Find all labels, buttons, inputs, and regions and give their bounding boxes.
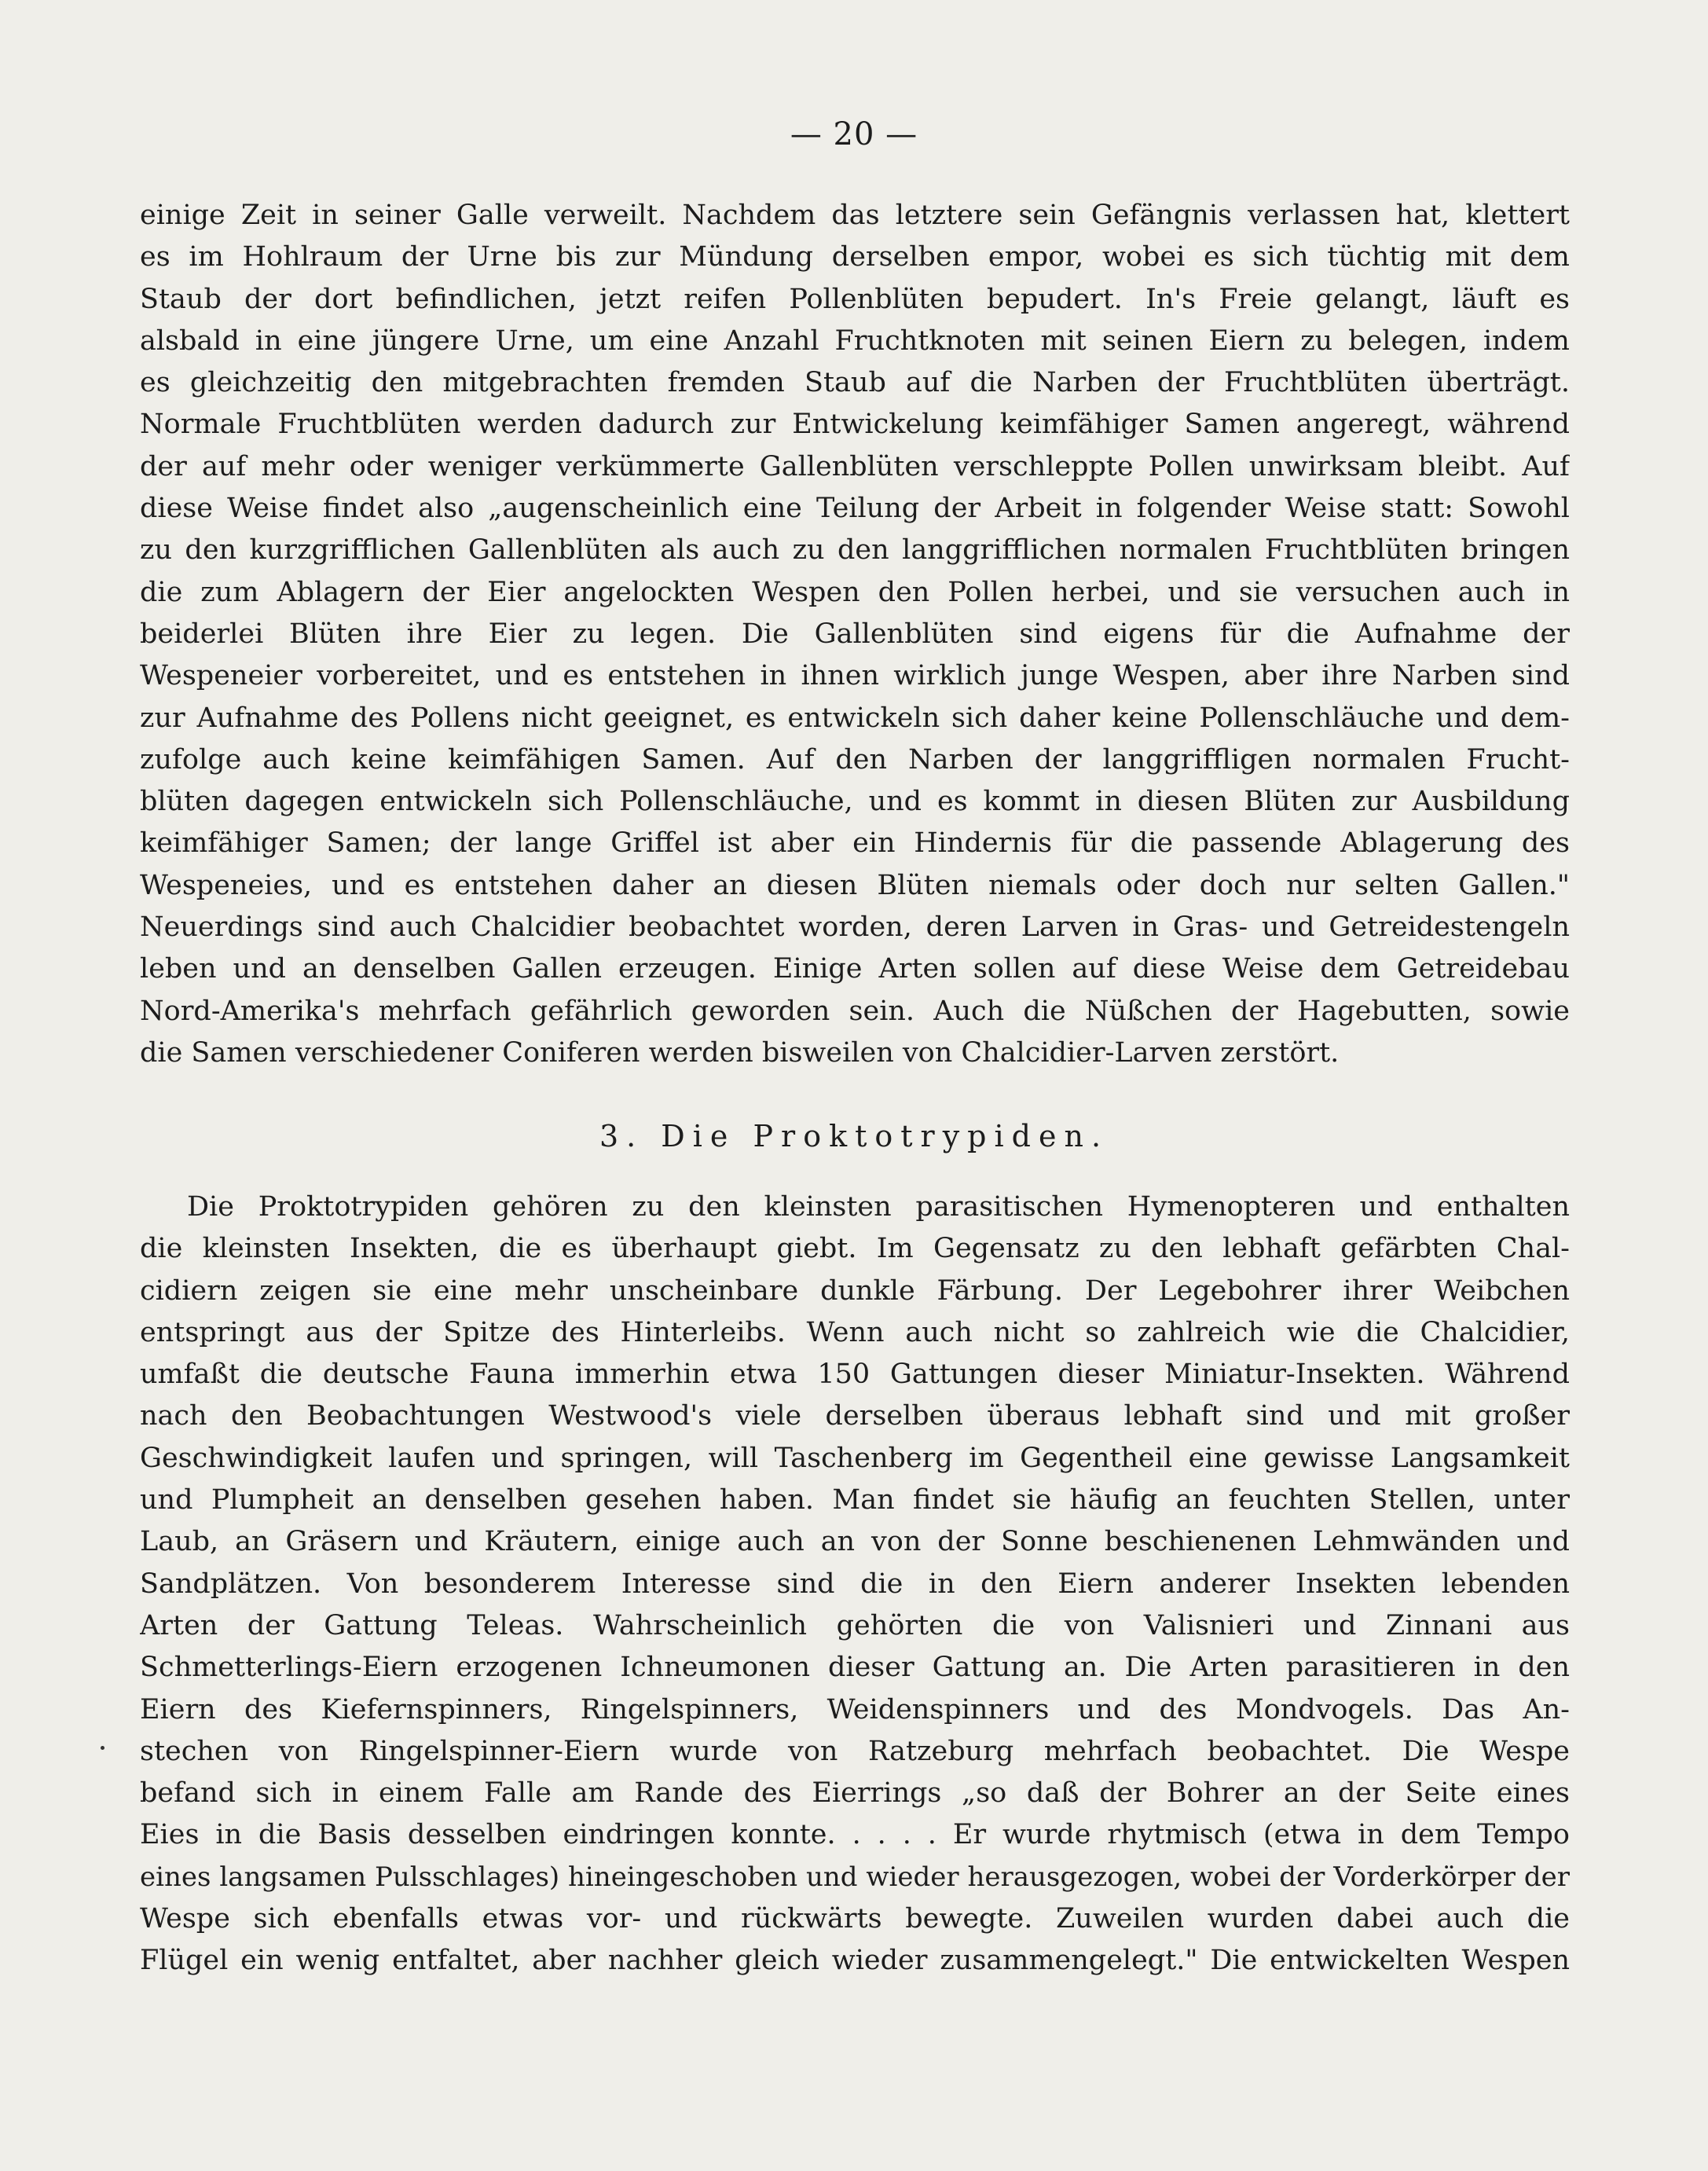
text-line: zufolge auch keine keimfähigen Samen. Auf den Narben der langgriffligen normalen Frucht- <box>140 743 1570 776</box>
text-line: der auf mehr oder weniger verkümmerte Gallenblüten verschleppte Pollen unwirksam bleibt. Auf <box>140 450 1570 482</box>
text-line: zur Aufnahme des Pollens nicht geeignet, es entwickeln sich daher keine Pollenschläuche und dem- <box>140 702 1570 734</box>
text-line: Laub, an Gräsern und Kräutern, einige auch an von der Sonne beschienenen Lehmwänden und <box>140 1526 1570 1558</box>
text-line: Wespeneier vorbereitet, und es entstehen in ihnen wirklich junge Wespen, aber ihre Narben sind <box>140 660 1570 692</box>
paragraph-proktotrypiden <box>140 1186 1570 1982</box>
text-line: es im Hohlraum der Urne bis zur Mündung derselben empor, wobei es sich tüchtig mit dem <box>140 241 1570 273</box>
text-line: Nord-Amerika's mehrfach gefährlich geworden sein. Auch die Nüßchen der Hagebutten, sowie <box>140 995 1570 1027</box>
text-line: Wespe sich ebenfalls etwas vor- und rückwärts bewegte. Zuweilen wurden dabei auch die <box>140 1903 1570 1935</box>
text-line: Arten der Gattung Teleas. Wahrscheinlich gehörten die von Valisnieri und Zinnani aus <box>140 1609 1570 1641</box>
text-line: es gleichzeitig den mitgebrachten fremden Staub auf die Narben der Fruchtblüten überträgt. <box>140 367 1570 399</box>
text-line: Wespeneies, und es entstehen daher an diesen Blüten niemals oder doch nur selten Gallen." <box>140 869 1570 901</box>
paragraph-figs-gallwasps <box>140 195 1570 1074</box>
text-line: Staub der dort befindlichen, jetzt reifen Pollenblüten bepudert. In's Freie gelangt, läuft es <box>140 283 1570 315</box>
text-line: Normale Fruchtblüten werden dadurch zur Entwickelung keimfähiger Samen angeregt, während <box>140 409 1570 441</box>
text-line: Schmetterlings-Eiern erzogenen Ichneumonen dieser Gattung an. Die Arten parasitieren in den <box>140 1652 1570 1684</box>
text-line: cidiern zeigen sie eine mehr unscheinbare dunkle Färbung. Der Legebohrer ihrer Weibchen <box>140 1274 1570 1307</box>
text-line: umfaßt die deutsche Fauna immerhin etwa 150 Gattungen dieser Miniatur-Insekten. Während <box>140 1359 1570 1391</box>
text-line: die kleinsten Insekten, die es überhaupt giebt. Im Gegensatz zu den lebhaft gefärbten Chal- <box>140 1233 1570 1265</box>
text-line: alsbald in eine jüngere Urne, um eine Anzahl Fruchtknoten mit seinen Eiern zu belegen, indem <box>140 325 1570 357</box>
text-line: die Samen verschiedener Coniferen werden bisweilen von Chalcidier-Larven zerstört. <box>140 1036 1340 1069</box>
text-line: Die Proktotrypiden gehören zu den kleinsten parasitischen Hymenopteren und enthalten <box>187 1191 1570 1223</box>
text-line: und Plumpheit an denselben gesehen haben. Man findet sie häufig an feuchten Stellen, unter <box>140 1484 1570 1516</box>
text-line: entspringt aus der Spitze des Hinterleibs. Wenn auch nicht so zahlreich wie die Chalcidier, <box>140 1316 1570 1348</box>
text-line: keimfähiger Samen; der lange Griffel ist aber ein Hindernis für die passende Ablagerung des <box>140 827 1570 860</box>
text-line: zu den kurzgrifflichen Gallenblüten als auch zu den langgrifflichen normalen Fruchtblüten bringen <box>140 534 1570 567</box>
text-line: Flügel ein wenig entfaltet, aber nachher gleich wieder zusammengelegt." Die entwickelten Wespen <box>140 1945 1570 1977</box>
text-line: einige Zeit in seiner Galle verweilt. Nachdem das letztere sein Gefängnis verlassen hat, klettert <box>140 200 1570 231</box>
text-line: Geschwindigkeit laufen und springen, will Taschenberg im Gegentheil eine gewisse Langsamkeit <box>140 1442 1570 1474</box>
section-heading: 3. Die Proktotrypiden. <box>599 1119 1109 1153</box>
text-line: Eiern des Kiefernspinners, Ringelspinners, Weidenspinners und des Mondvogels. Das An- <box>140 1693 1570 1725</box>
text-line: beiderlei Blüten ihre Eier zu legen. Die Gallenblüten sind eigens für die Aufnahme der <box>140 618 1570 650</box>
text-line: stechen von Ringelspinner-Eiern wurde von Ratzeburg mehrfach beobachtet. Die Wespe <box>140 1735 1570 1767</box>
text-line: Eies in die Basis desselben eindringen konnte. . . . . Er wurde rhytmisch (etwa in dem Tempo <box>140 1819 1570 1851</box>
text-line: nach den Beobachtungen Westwood's viele derselben überaus lebhaft sind und mit großer <box>140 1400 1570 1432</box>
text-line: Sandplätzen. Von besonderem Interesse sind die in den Eiern anderer Insekten lebenden <box>140 1568 1570 1600</box>
text-line: blüten dagegen entwickeln sich Pollenschläuche, und es kommt in diesen Blüten zur Ausbildung <box>140 786 1570 818</box>
text-line: leben und an denselben Gallen erzeugen. Einige Arten sollen auf diese Weise dem Getreidebau <box>140 953 1570 985</box>
text-line: diese Weise findet also „augenscheinlich eine Teilung der Arbeit in folgender Weise statt: Sowohl <box>140 493 1570 525</box>
print-speck <box>101 1746 104 1750</box>
page-number: — 20 — <box>790 116 918 152</box>
text-line: eines langsamen Pulsschlages) hineingeschoben und wieder herausgezogen, wobei der Vorderkörper der <box>140 1861 1570 1893</box>
text-line: Neuerdings sind auch Chalcidier beobachtet worden, deren Larven in Gras- und Getreidestengeln <box>140 911 1570 944</box>
text-line: die zum Ablagern der Eier angelockten Wespen den Pollen herbei, und sie versuchen auch in <box>140 576 1570 608</box>
text-line: befand sich in einem Falle am Rande des Eierrings „so daß der Bohrer an der Seite eines <box>140 1777 1570 1810</box>
